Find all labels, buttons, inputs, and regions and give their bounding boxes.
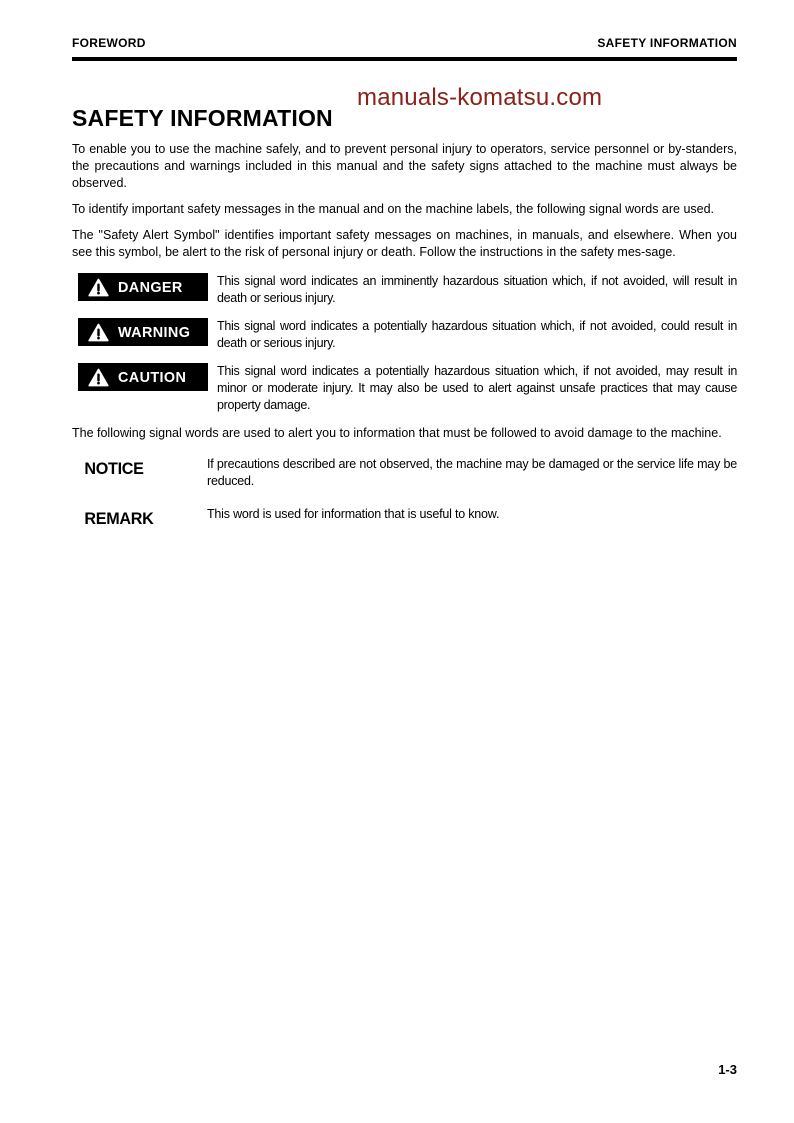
remark-row [72,506,737,529]
intro-paragraph-3: The "Safety Alert Symbol" identifies important safety messages on machines, in manuals, and elsewhere. When you see this symbol, be alert to the risk of personal injury or death. Follow the instructions in the safety mes-sage. [72,228,737,259]
header-right-text: SAFETY INFORMATION [597,36,737,50]
signal-row-danger [72,273,737,307]
intro-paragraph-4: The following signal words are used to alert you to information that must be followed to avoid damage to the machine. [72,426,722,440]
watermark-text: manuals-komatsu.com [357,84,603,111]
notice-description: If precautions described are not observed, the machine may be damaged or the service life may be reduced. [207,457,737,488]
danger-label: DANGER [118,278,183,296]
caution-description: This signal word indicates a potentially hazardous situation which, if not avoided, may result in minor or moderate injury. It may also be used to alert against unsafe practices that may cause property damage. [217,364,737,412]
warning-label: WARNING [118,323,191,341]
page-number: 1-3 [718,1062,737,1077]
caution-label: CAUTION [118,368,187,386]
signal-row-caution [72,363,737,414]
signal-words-section [72,273,737,414]
danger-badge [78,273,208,301]
notice-row [72,456,737,490]
caution-badge [78,363,208,391]
page-title: SAFETY INFORMATION [72,105,333,131]
warning-triangle-icon [88,368,109,387]
notice-label: NOTICE [84,459,144,478]
warning-triangle-icon [88,323,109,342]
page-content [0,0,794,529]
header-left-text: FOREWORD [72,36,146,50]
danger-description: This signal word indicates an imminently hazardous situation which, if not avoided, will result in death or serious injury. [217,274,737,305]
remark-description: This word is used for information that is useful to know. [207,507,500,521]
warning-badge [78,318,208,346]
warning-description: This signal word indicates a potentially hazardous situation which, if not avoided, could result in death or serious injury. [217,319,737,350]
intro-paragraph-2: To identify important safety messages in the manual and on the machine labels, the following signal words are used. [72,202,715,216]
header-rule [72,57,737,61]
warning-triangle-icon [88,278,109,297]
remark-label: REMARK [84,509,154,528]
page-header [72,36,737,50]
notice-section [72,456,737,529]
intro-paragraph-1: To enable you to use the machine safely, and to prevent personal injury to operators, service personnel or by-standers, the precautions and warnings included in this manual and the safety signs attached to the machine must always be observed. [72,142,737,190]
signal-row-warning [72,318,737,352]
